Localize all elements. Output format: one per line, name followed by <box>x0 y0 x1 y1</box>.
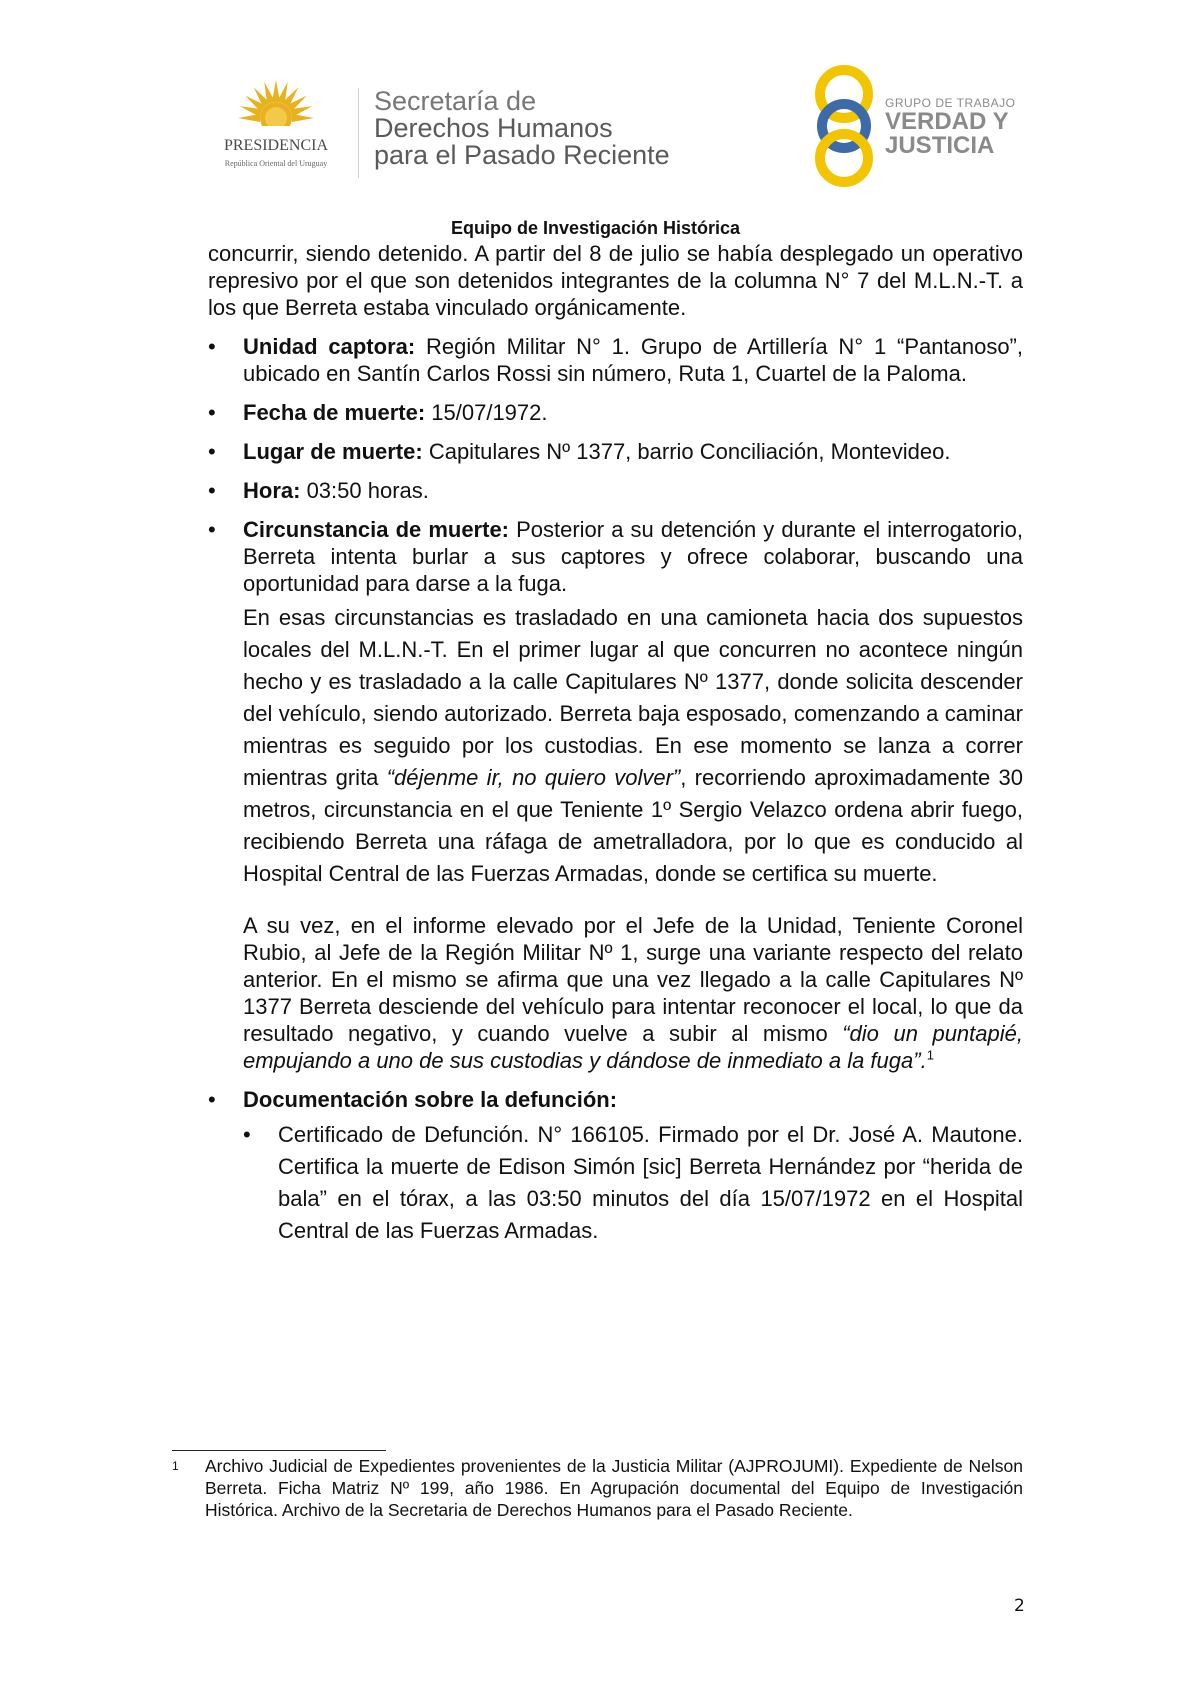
quote-run: “dio un puntapié, empujando a uno de sus custodias y dándose de inmediato a la fuga”. <box>243 1021 1023 1073</box>
text-run: En esas circunstancias es trasladado en una camioneta hacia dos supuestos locales del M.L.N.-T. En el primer lugar al que concurren no acontece ningún hecho y es trasladado a la calle Capitulares Nº 1377, donde solicita descender del vehículo, siendo autorizado. Berreta baja esposado, comenzando a caminar mientras es seguido por los custodias. En ese momento se lanza a correr mientras grita <box>243 605 1023 790</box>
item-documentacion <box>208 1086 1023 1247</box>
circunstancia-paragraph-3 <box>243 912 1023 1074</box>
grupo-line-1: GRUPO DE TRABAJO <box>885 96 1016 110</box>
secretaria-line-3: para el Pasado Reciente <box>374 140 670 170</box>
item-lugar-muerte <box>208 438 1023 465</box>
footnote-rule <box>172 1450 386 1451</box>
hora-value: 03:50 horas. <box>300 478 429 503</box>
presidencia-text: PRESIDENCIA <box>223 137 329 154</box>
unidad-value: Región Militar N° 1. Grupo de Artillería N° 1 “Pantanoso”, ubicado en Santín Carlos Rossi sin número, Ruta 1, Cuartel de la Paloma. <box>243 334 1023 386</box>
fecha-value: 15/07/1972. <box>425 400 548 425</box>
intro-paragraph: concurrir, siendo detenido. A partir del 8 de julio se había desplegado un operativo represivo por el que son detenidos integrantes de la columna N° 7 del M.L.N.-T. a los que Berreta estaba vinculado orgánicamente. <box>208 241 1023 320</box>
bullet: • <box>208 517 216 542</box>
document-body <box>208 240 1023 1247</box>
page-header <box>0 0 1191 210</box>
bullet: • <box>208 439 216 464</box>
page-number: 2 <box>1014 1596 1025 1616</box>
footnote <box>172 1455 1023 1521</box>
item-circunstancia <box>208 516 1023 1074</box>
team-title: Equipo de Investigación Histórica <box>450 218 741 238</box>
secretaria-line-2: Derechos Humanos <box>374 113 613 143</box>
circunstancia-paragraph-2 <box>243 602 1023 890</box>
item-unidad-captora <box>208 333 1023 387</box>
text-run: , recorriendo aproximadamente 30 metros, circunstancia en el que Teniente 1º Sergio Velazco ordena abrir fuego, recibiendo Berreta una ráfaga de ametralladora, por lo que es conducido al Hospital Central de las Fuerzas Armadas, donde se certifica su muerte. <box>243 765 1024 886</box>
fecha-label: Fecha de muerte: <box>243 400 426 425</box>
bullet: • <box>208 1087 216 1112</box>
documentacion-subitem-text: Certificado de Defunción. N° 166105. Firmado por el Dr. José A. Mautone. Certifica la muerte de Edison Simón [sic] Berreta Hernández por “herida de bala” en el tórax, a las 03:50 minutos del día 15/07/1972 en el Hospital Central de las Fuerzas Armadas. <box>278 1122 1023 1243</box>
lugar-value: Capitulares Nº 1377, barrio Conciliación, Montevideo. <box>422 439 951 464</box>
unidad-label: Unidad captora: <box>243 334 416 359</box>
circunstancia-label: Circunstancia de muerte: <box>243 517 510 542</box>
hora-label: Hora: <box>243 478 301 503</box>
circunstancia-value: Posterior a su detención y durante el interrogatorio, Berreta intenta burlar a sus captores y ofrece colaborar, buscando una oportunidad para darse a la fuga. <box>243 517 1024 596</box>
bullet: • <box>208 478 216 503</box>
logo-divider <box>358 88 359 178</box>
presidencia-sun-logo <box>196 70 356 180</box>
item-fecha-muerte <box>208 399 1023 426</box>
republica-text: República Oriental del Uruguay <box>224 159 328 168</box>
sub-bullet: • <box>243 1122 251 1147</box>
quote-run: “déjenme ir, no quiero volver” <box>386 765 681 790</box>
secretaria-logo-text <box>374 88 670 169</box>
footnote-text: Archivo Judicial de Expedientes provenientes de la Justicia Militar (AJPROJUMI). Expediente de Nelson Berreta. Ficha Matriz Nº 199, año 1986. En Agrupación documental del Equipo de Investigación Histórica. Archivo de la Secretaria de Derechos Humanos para el Pasado Reciente. <box>205 1456 1023 1520</box>
grupo-logo-text <box>885 96 1015 158</box>
secretaria-line-1: Secretaría de <box>374 86 537 116</box>
documentacion-subitem <box>243 1119 1023 1247</box>
item-hora <box>208 477 1023 504</box>
documentacion-label: Documentación sobre la defunción: <box>243 1087 618 1112</box>
grupo-line-2: VERDAD Y <box>885 108 1009 135</box>
bullet: • <box>208 400 216 425</box>
lugar-label: Lugar de muerte: <box>243 439 423 464</box>
footnote-number: 1 <box>172 1459 179 1473</box>
bullet: • <box>208 334 216 359</box>
footnote-ref: 1 <box>926 1047 934 1063</box>
text-run: A su vez, en el informe elevado por el Jefe de la Unidad, Teniente Coronel Rubio, al Jefe de la Región Militar Nº 1, surge una variante respecto del relato anterior. En el mismo se afirma que una vez llegado a la calle Capitulares Nº 1377 Berreta desciende del vehículo para intentar reconocer el local, lo que da resultado negativo, y cuando vuelve a subir al mismo <box>243 913 1023 1046</box>
grupo-line-3: JUSTICIA <box>885 132 995 159</box>
